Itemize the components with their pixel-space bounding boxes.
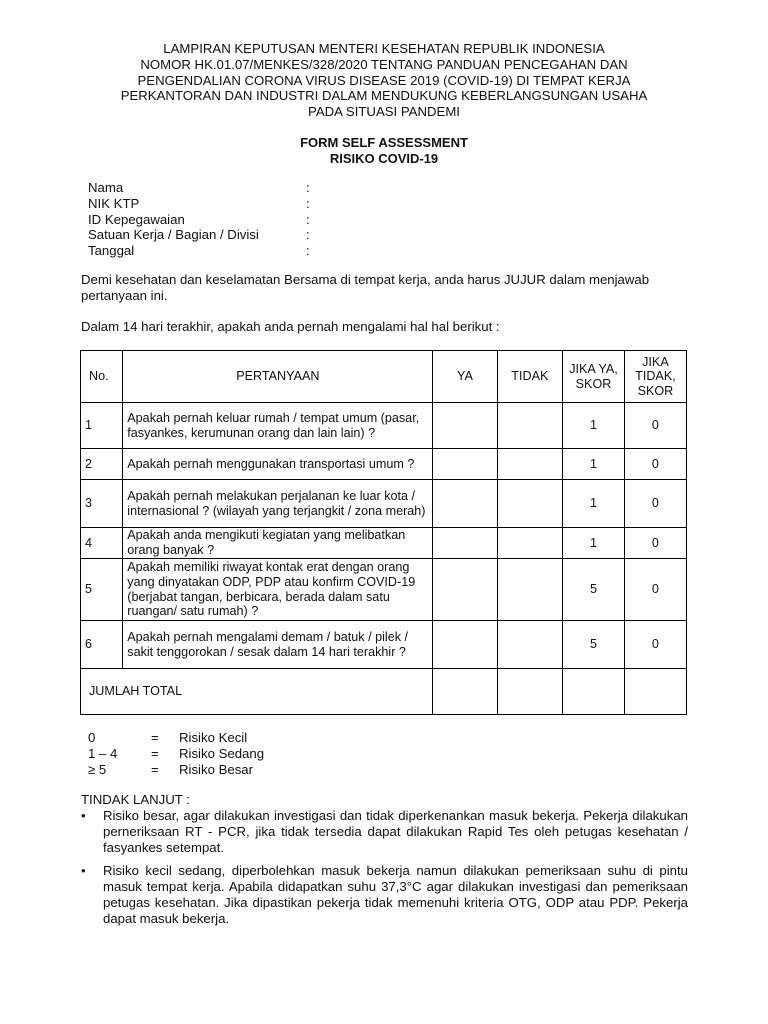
- answer-ya-cell[interactable]: [433, 403, 497, 449]
- total-row: [81, 669, 687, 715]
- header-jika-tidak-skor: JIKA TIDAK, SKOR: [624, 351, 686, 403]
- field-satuan-kerja[interactable]: [88, 227, 310, 243]
- score-ya: 1: [563, 528, 625, 559]
- table-row: [81, 528, 687, 559]
- header-no: No.: [81, 351, 123, 403]
- header-pertanyaan: PERTANYAAN: [123, 351, 433, 403]
- header-line: NOMOR HK.01.07/MENKES/328/2020 TENTANG PANDUAN PENCEGAHAN DAN: [140, 56, 628, 72]
- table-row: [81, 480, 687, 528]
- legend-row: [88, 730, 248, 746]
- answer-tidak-cell[interactable]: [497, 528, 563, 559]
- tindak-lanjut-list: [81, 808, 688, 935]
- field-colon: :: [306, 195, 310, 211]
- row-number: 1: [81, 403, 123, 449]
- question-text: Apakah anda mengikuti kegiatan yang melibatkan orang banyak ?: [123, 528, 433, 559]
- legend-value: 1 – 4: [88, 746, 118, 761]
- field-label: Satuan Kerja / Bagian / Divisi: [88, 227, 259, 243]
- legend-row: [88, 762, 254, 778]
- legend-value: 0: [88, 730, 96, 745]
- question-text: Apakah pernah menggunakan transportasi umum ?: [123, 449, 433, 480]
- table-row: [81, 449, 687, 480]
- row-number: 6: [81, 621, 123, 669]
- form-title-line: RISIKO COVID-19: [329, 150, 439, 166]
- legend-equals: =: [151, 762, 159, 777]
- score-tidak: 0: [624, 480, 686, 528]
- total-skor-ya-cell[interactable]: [563, 669, 625, 715]
- field-label: NIK KTP: [88, 195, 140, 211]
- bullet-icon: •: [81, 808, 86, 823]
- answer-tidak-cell[interactable]: [497, 621, 563, 669]
- form-title-line: FORM SELF ASSESSMENT: [300, 135, 468, 150]
- answer-tidak-cell[interactable]: [497, 559, 563, 621]
- total-skor-tidak-cell[interactable]: [624, 669, 686, 715]
- question-text: Apakah pernah melakukan perjalanan ke luar kota / internasional ? (wilayah yang terjangkit / zona merah): [123, 480, 433, 528]
- form-title: [60, 135, 708, 166]
- legend-row: [88, 746, 265, 762]
- header-line: PENGENDALIAN CORONA VIRUS DISEASE 2019 (COVID-19) DI TEMPAT KERJA: [137, 72, 631, 88]
- header-jika-ya-skor: JIKA YA, SKOR: [563, 351, 625, 403]
- field-nik-ktp[interactable]: [88, 195, 310, 212]
- total-ya-cell[interactable]: [433, 669, 497, 715]
- row-number: 3: [81, 480, 123, 528]
- answer-ya-cell[interactable]: [433, 559, 497, 621]
- field-colon: :: [306, 227, 310, 243]
- score-tidak: 0: [624, 449, 686, 480]
- score-ya: 1: [563, 403, 625, 449]
- answer-tidak-cell[interactable]: [497, 449, 563, 480]
- answer-ya-cell[interactable]: [433, 528, 497, 559]
- legend-description: Risiko Sedang: [179, 746, 265, 761]
- score-ya: 1: [563, 449, 625, 480]
- answer-tidak-cell[interactable]: [497, 480, 563, 528]
- answer-ya-cell[interactable]: [433, 621, 497, 669]
- field-label: Tanggal: [88, 243, 135, 259]
- row-number: 5: [81, 559, 123, 621]
- question-text: Apakah memiliki riwayat kontak erat dengan orang yang dinyatakan ODP, PDP atau konfirm COVID-19 (berjabat tangan, berbicara, berada dalam satu ruangan/ satu rumah) ?: [123, 559, 433, 621]
- score-tidak: 0: [624, 528, 686, 559]
- list-item-text: Risiko kecil sedang, diperbolehkan masuk bekerja namun dilakukan pemeriksaan suhu di pintu masuk tempat kerja. Apabila didapatkan suhu 37,3°C agar dilakukan investigasi dan pemeriksaan petugas kesehatan. Jika dipastikan pekerja tidak memenuhi kriteria OTG, ODP atau PDP. Pekerja dapat masuk bekerja.: [103, 863, 688, 926]
- total-tidak-cell[interactable]: [497, 669, 563, 715]
- row-number: 2: [81, 449, 123, 480]
- score-ya: 5: [563, 559, 625, 621]
- identity-fields: [88, 180, 310, 259]
- list-item: [81, 808, 688, 855]
- legend-equals: =: [151, 746, 159, 761]
- risk-legend: [88, 730, 265, 778]
- table-row: [81, 621, 687, 669]
- assessment-table: [80, 350, 687, 715]
- header-line: LAMPIRAN KEPUTUSAN MENTERI KESEHATAN REPUBLIK INDONESIA: [163, 41, 605, 56]
- legend-description: Risiko Besar: [179, 762, 254, 777]
- table-row: [81, 559, 687, 621]
- table-header-row: [81, 351, 687, 403]
- score-tidak: 0: [624, 621, 686, 669]
- header-ya: YA: [433, 351, 497, 403]
- score-tidak: 0: [624, 403, 686, 449]
- tindak-lanjut-heading: TINDAK LANJUT :: [81, 792, 190, 807]
- list-item: [81, 863, 688, 926]
- field-tanggal[interactable]: [88, 243, 310, 259]
- field-colon: :: [306, 211, 310, 227]
- answer-ya-cell[interactable]: [433, 480, 497, 528]
- score-tidak: 0: [624, 559, 686, 621]
- question-text: Apakah pernah mengalami demam / batuk / pilek / sakit tenggorokan / sesak dalam 14 hari terakhir ?: [123, 621, 433, 669]
- question-text: Apakah pernah keluar rumah / tempat umum (pasar, fasyankes, kerumunan orang dan lain lain) ?: [123, 403, 433, 449]
- score-ya: 1: [563, 480, 625, 528]
- row-number: 4: [81, 528, 123, 559]
- document-header: [60, 41, 708, 120]
- answer-ya-cell[interactable]: [433, 449, 497, 480]
- legend-equals: =: [151, 730, 159, 745]
- header-line: PERKANTORAN DAN INDUSTRI DALAM MENDUKUNG KEBERLANGSUNGAN USAHA: [120, 88, 648, 104]
- legend-description: Risiko Kecil: [179, 730, 248, 745]
- field-colon: :: [306, 243, 310, 259]
- field-id-kepegawaian[interactable]: [88, 211, 310, 228]
- legend-value: ≥ 5: [88, 762, 107, 777]
- total-label: JUMLAH TOTAL: [81, 669, 433, 715]
- header-line: PADA SITUASI PANDEMI: [308, 104, 460, 120]
- intro-question-text: Dalam 14 hari terakhir, apakah anda pernah mengalami hal hal berikut :: [81, 319, 500, 334]
- field-label: ID Kepegawaian: [88, 211, 185, 227]
- answer-tidak-cell[interactable]: [497, 403, 563, 449]
- score-ya: 5: [563, 621, 625, 669]
- intro-text: Demi kesehatan dan keselamatan Bersama di tempat kerja, anda harus JUJUR dalam menjawab pertanyaan ini.: [81, 272, 650, 303]
- field-label: Nama: [88, 180, 124, 195]
- field-nama[interactable]: [88, 180, 310, 196]
- header-tidak: TIDAK: [497, 351, 563, 403]
- table-row: [81, 403, 687, 449]
- list-item-text: Risiko besar, agar dilakukan investigasi dan tidak diperkenankan masuk bekerja. Pekerja dilakukan perneriksaan RT - PCR, jika tidak tersedia dapat dilakukan Rapid Tes oleh petugas kesehatan / fasyankes setempat.: [103, 808, 688, 855]
- field-colon: :: [306, 180, 310, 195]
- bullet-icon: •: [81, 863, 86, 879]
